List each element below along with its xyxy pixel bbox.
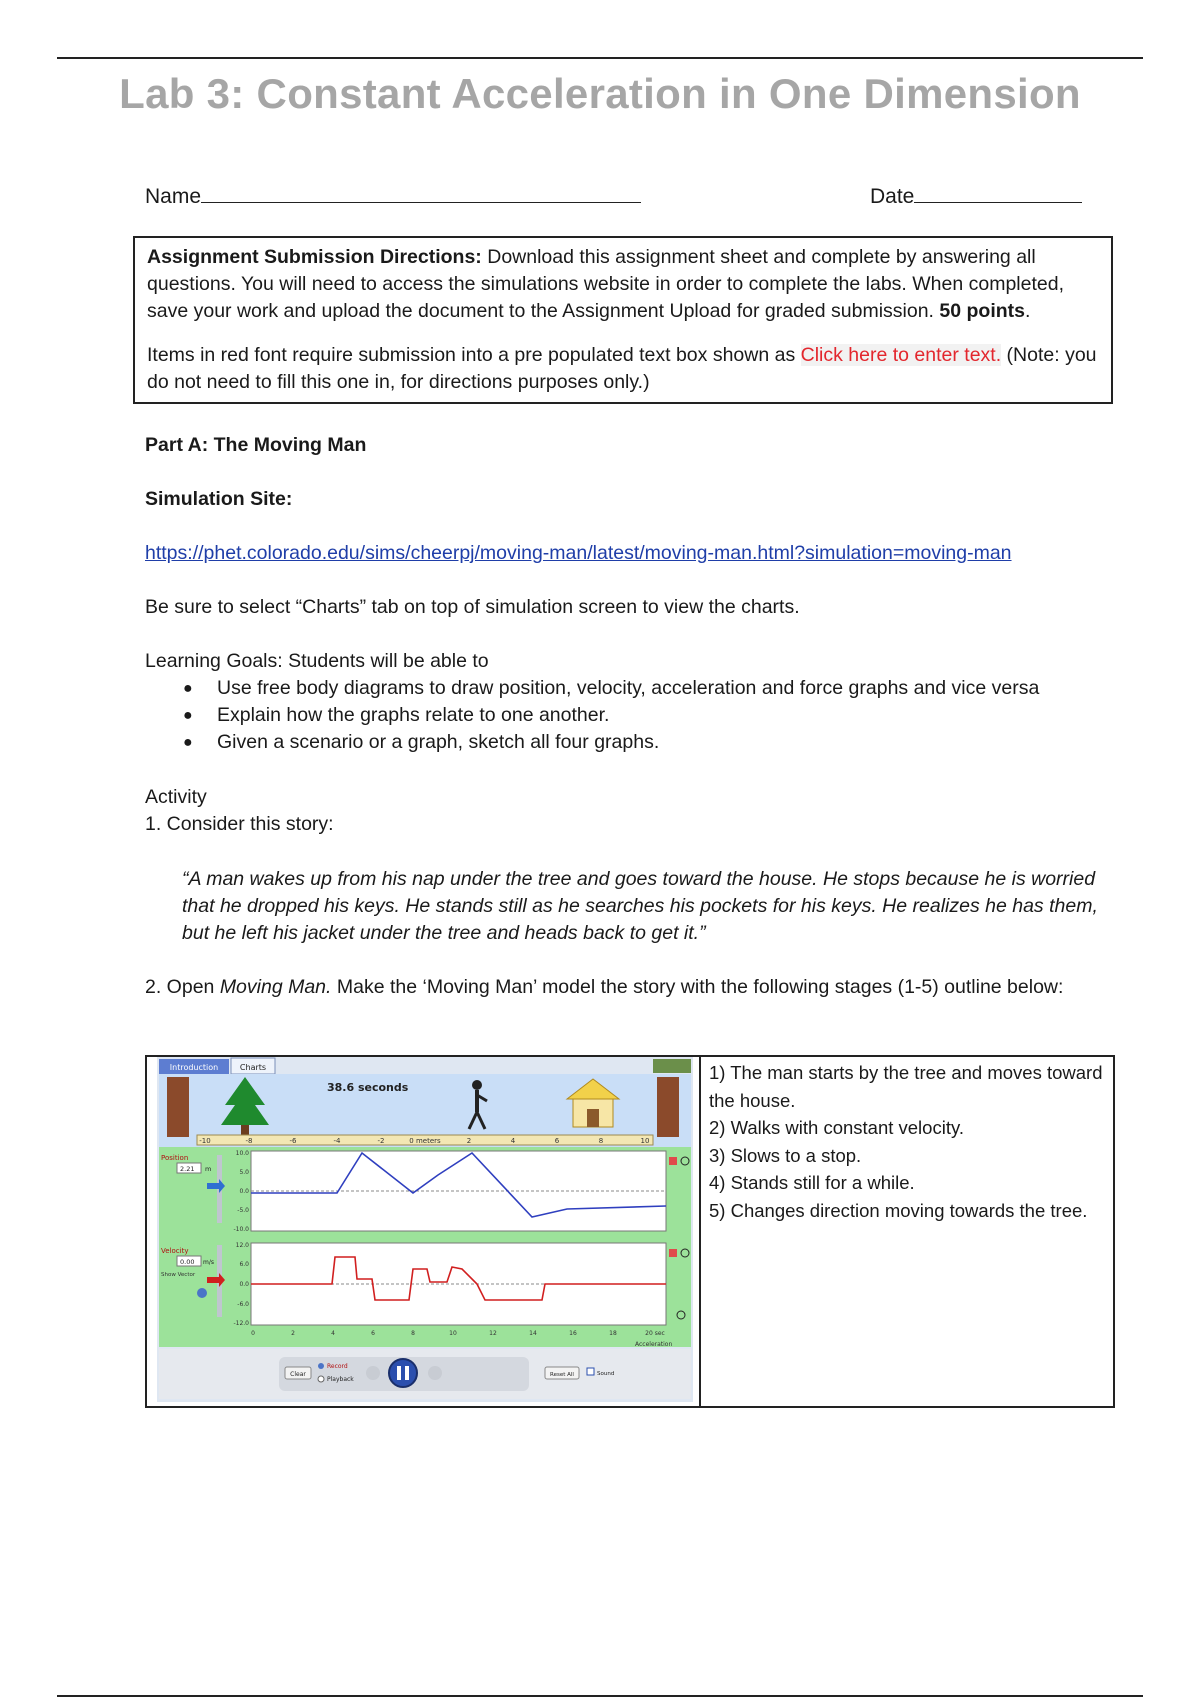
- velocity-chart-close[interactable]: [669, 1249, 677, 1257]
- stage-item: 2) Walks with constant velocity.: [709, 1117, 964, 1138]
- velocity-toggle[interactable]: [197, 1288, 207, 1298]
- step-2: [145, 974, 1085, 1001]
- part-a-heading: Part A: The Moving Man: [145, 434, 367, 456]
- tab-introduction-label: Introduction: [169, 1063, 219, 1072]
- page-title: Lab 3: Constant Acceleration in One Dimension: [119, 70, 1081, 117]
- x-tick: 8: [411, 1330, 415, 1337]
- ruler-tick: -10: [199, 1137, 211, 1145]
- ruler-tick: 2: [466, 1137, 472, 1145]
- learning-goals: [145, 648, 1105, 756]
- ruler-tick: -8: [245, 1137, 253, 1145]
- date-blank[interactable]: [914, 180, 1082, 203]
- record-radio[interactable]: [318, 1363, 324, 1369]
- sound-checkbox[interactable]: [587, 1368, 594, 1375]
- x-tick: 0: [251, 1330, 255, 1337]
- step-2-pre: 2. Open: [145, 976, 220, 998]
- goal-item: ● Given a scenario or a graph, sketch all four graphs.: [145, 729, 1105, 756]
- x-tick: 16: [569, 1330, 577, 1337]
- stage-item: 5) Changes direction moving towards the tree.: [709, 1199, 1088, 1221]
- y-tick: 6.0: [239, 1261, 249, 1268]
- stage-item: 4) Stands still for a while.: [709, 1172, 915, 1193]
- y-tick: -5.0: [237, 1207, 249, 1214]
- step-1: 1. Consider this story:: [145, 813, 334, 835]
- note-before: Items in red font require submission into a pre populated text box shown as: [147, 344, 801, 366]
- directions-paragraph: [147, 244, 1099, 325]
- ruler-tick: 8: [598, 1137, 604, 1145]
- stage-item: 3) Slows to a stop.: [709, 1144, 862, 1166]
- y-tick: 10.0: [235, 1150, 249, 1157]
- submission-directions-box: [133, 236, 1113, 404]
- bottom-rule: [57, 1695, 1143, 1697]
- ruler-tick: 10: [640, 1137, 650, 1145]
- right-wall: [657, 1077, 679, 1137]
- x-tick: 4: [331, 1330, 335, 1337]
- position-label: Position: [161, 1154, 189, 1162]
- ruler-tick: 0 meters: [409, 1137, 441, 1145]
- moving-man-screenshot: [147, 1057, 699, 1406]
- y-tick: 0.0: [239, 1281, 249, 1288]
- directions-body: Download this assignment sheet and complete by answering all questions. You will need to access the simulations website in order to complete the labs. When completed, save your work and upload the document to the Assignment Upload for graded submission.: [147, 246, 1065, 322]
- step-2-sim-name: Moving Man.: [219, 976, 332, 998]
- playback-radio[interactable]: [318, 1376, 324, 1382]
- playback-label: Playback: [327, 1376, 354, 1383]
- name-blank[interactable]: [201, 180, 641, 203]
- goal-item: ● Explain how the graphs relate to one another.: [145, 702, 1105, 729]
- name-label: Name: [145, 185, 202, 208]
- red-font-note: [147, 342, 1099, 396]
- placeholder-example[interactable]: Click here to enter text.: [800, 344, 1002, 366]
- charts-tab-note: Be sure to select “Charts” tab on top of simulation screen to view the charts.: [145, 596, 800, 618]
- tab-charts-label: Charts: [239, 1063, 267, 1072]
- y-tick: 12.0: [235, 1242, 249, 1249]
- story-quote: “A man wakes up from his nap under the tree and goes toward the house. He stops because he is worried that he dropped his keys. He stands still as he searches his pockets for his keys. He realizes he has them, but he left his jacket under the tree and heads back to get it.”: [182, 868, 1098, 944]
- record-label: Record: [327, 1363, 348, 1370]
- acceleration-toggle[interactable]: Acceleration: [635, 1341, 673, 1348]
- learning-goals-list: [145, 675, 1105, 756]
- x-tick: 14: [529, 1330, 537, 1337]
- ruler-tick: 4: [510, 1137, 516, 1145]
- learning-goals-intro: Learning Goals: Students will be able to: [145, 650, 489, 672]
- x-tick: 18: [609, 1330, 617, 1337]
- top-rule: [57, 57, 1143, 59]
- y-tick: -6.0: [237, 1301, 249, 1308]
- pause-button[interactable]: [389, 1359, 417, 1387]
- ruler-tick: 6: [554, 1137, 560, 1145]
- activity-label: Activity: [145, 786, 207, 808]
- show-vector-checkbox[interactable]: Show Vector: [161, 1272, 196, 1278]
- stages-list: [709, 1059, 1104, 1224]
- simulation-screenshot-cell: [147, 1057, 701, 1406]
- sound-label: Sound: [597, 1371, 615, 1377]
- step-2-post: Make the ‘Moving Man’ model the story with the following stages (1-5) outline below:: [331, 976, 1064, 998]
- step-forward-icon[interactable]: [428, 1366, 442, 1380]
- name-field[interactable]: [145, 180, 641, 209]
- position-unit: m: [205, 1165, 212, 1173]
- directions-period: .: [1025, 300, 1031, 322]
- x-tick: 10: [449, 1330, 457, 1337]
- y-tick: 0.0: [239, 1188, 249, 1195]
- y-tick: -12.0: [233, 1320, 249, 1327]
- date-field[interactable]: [870, 180, 1082, 209]
- position-value: 2.21: [180, 1165, 195, 1173]
- ruler-tick: -6: [289, 1137, 297, 1145]
- velocity-unit: m/s: [203, 1259, 214, 1266]
- ruler-tick: -2: [377, 1137, 385, 1145]
- pause-icon: [397, 1366, 401, 1380]
- date-label: Date: [870, 185, 915, 208]
- pause-icon: [405, 1366, 409, 1380]
- directions-heading: Assignment Submission Directions:: [147, 246, 482, 268]
- rewind-icon[interactable]: [366, 1366, 380, 1380]
- y-tick: 5.0: [239, 1169, 249, 1176]
- points-value: 50 points: [939, 300, 1025, 322]
- simulation-table: [145, 1055, 1115, 1408]
- left-wall: [167, 1077, 189, 1137]
- reset-all-label: Reset All: [550, 1372, 574, 1378]
- simulation-site-label: Simulation Site:: [145, 488, 293, 510]
- time-readout: 38.6 seconds: [327, 1081, 409, 1094]
- velocity-label: Velocity: [161, 1247, 189, 1255]
- clear-button-label: Clear: [290, 1371, 306, 1378]
- stage-item: 1) The man starts by the tree and moves toward the house.: [709, 1062, 1103, 1111]
- phet-logo: [653, 1059, 691, 1073]
- simulation-url-link[interactable]: https://phet.colorado.edu/sims/cheerpj/moving-man/latest/moving-man.html?simulation=moving-man: [145, 542, 1012, 564]
- x-tick: 6: [371, 1330, 375, 1337]
- ruler-tick: -4: [333, 1137, 341, 1145]
- note-after: (Note: you do not need to fill this one in, for directions purposes only.): [147, 344, 1097, 393]
- x-tick: 20 sec: [645, 1330, 665, 1337]
- y-tick: -10.0: [233, 1226, 249, 1233]
- position-chart-close[interactable]: [669, 1157, 677, 1165]
- x-tick: 12: [489, 1330, 497, 1337]
- goal-item: ● Use free body diagrams to draw position, velocity, acceleration and force graphs and vice versa: [145, 675, 1105, 702]
- velocity-value: 0.00: [180, 1258, 195, 1266]
- x-tick: 2: [291, 1330, 295, 1337]
